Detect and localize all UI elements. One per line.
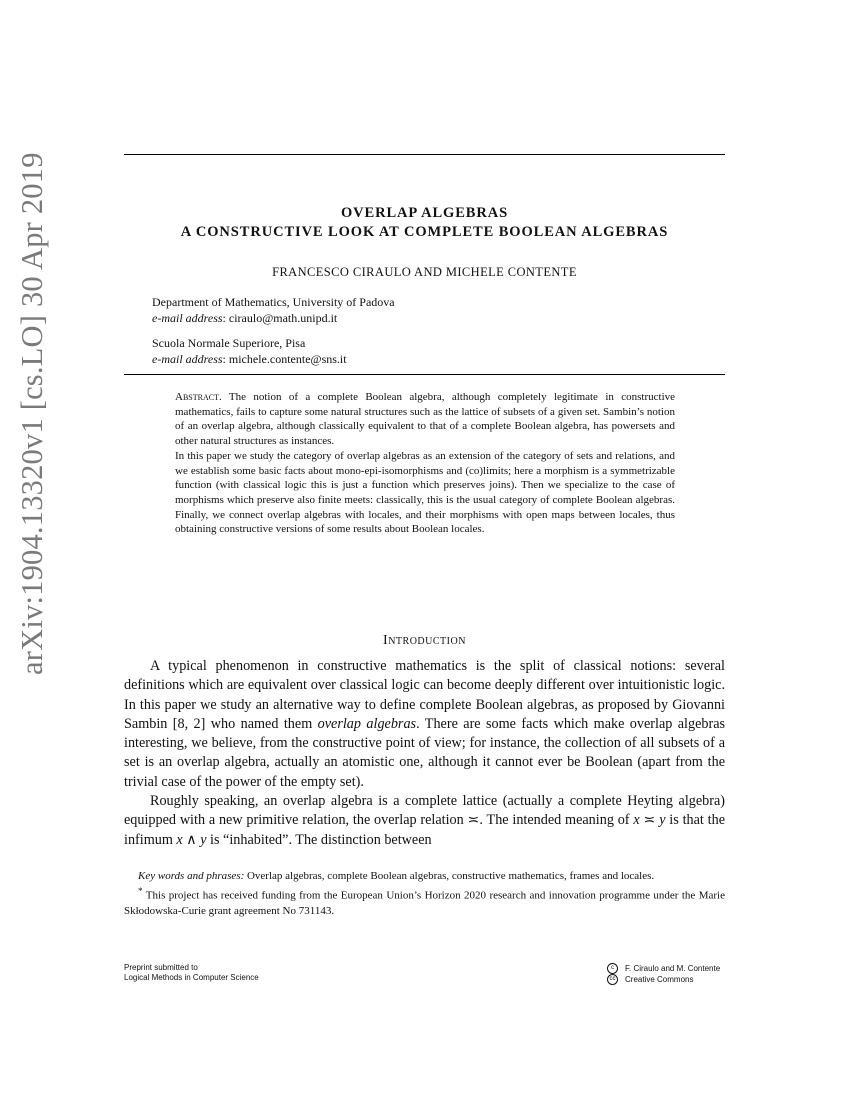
abstract bbox=[175, 390, 675, 537]
intro-paragraph-2 bbox=[124, 792, 725, 850]
email-address[interactable]: michele.contente@sns.it bbox=[228, 352, 347, 366]
math-var: x bbox=[633, 812, 640, 829]
math-symbol: ≍ bbox=[639, 812, 660, 829]
affiliation-institution: Department of Mathematics, University of Padova bbox=[152, 295, 395, 309]
math-var: y bbox=[659, 812, 666, 829]
abstract-text: The notion of a complete Boolean algebra, although completely legitimate in constructive mathematics, fails to capture some natural structures such as the lattice of subsets of a given set. Sambin’s notion of an overlap algebra, although classically equivalent to that of a complete Boolean algebra, has powersets and other natural structures as instances. bbox=[175, 391, 676, 448]
text-run: Roughly speaking, an overlap algebra is a complete lattice (actually a complete Heyting algebra) equipped with a new primitive relation, the overlap relation ≍. The intended meaning of bbox=[124, 793, 725, 829]
email-address[interactable]: ciraulo@math.unipd.it bbox=[228, 311, 338, 325]
keywords-footnote bbox=[124, 869, 725, 884]
abstract-paragraph-1 bbox=[175, 390, 675, 449]
text-run: A typical phenomenon in constructive mathematics is the split of classical notions: several definitions which are equivalent over classical logic can become deeply different over intuitionistic logic. In this paper we study an alternative way to define complete Boolean algebras, as proposed by Giovanni Sambin [8, 2] who named them bbox=[124, 658, 725, 732]
keywords-label: Key words and phrases: bbox=[138, 870, 245, 882]
email-label: e-mail address bbox=[152, 352, 223, 366]
email-label: e-mail address bbox=[152, 311, 223, 325]
intro-paragraph-1 bbox=[124, 657, 725, 792]
introduction-body bbox=[124, 657, 725, 850]
footer-copyright-row bbox=[607, 963, 720, 974]
footer-preprint-line: Preprint submitted to bbox=[124, 963, 198, 972]
affiliation-2 bbox=[152, 335, 347, 367]
funding-footnote bbox=[124, 884, 725, 919]
affiliation-email-row: e-mail address: ciraulo@math.unipd.it bbox=[152, 311, 338, 325]
text-run: is “inhabited”. The distinction between bbox=[206, 831, 432, 848]
footer-authors: F. Ciraulo and M. Contente bbox=[625, 963, 721, 973]
arxiv-sidebar-stamp: arXiv:1904.13320v1 [cs.LO] 30 Apr 2019 bbox=[15, 152, 49, 675]
footnote-mark: * bbox=[138, 886, 143, 896]
paper-title-line2: A CONSTRUCTIVE LOOK AT COMPLETE BOOLEAN ALGEBRAS bbox=[180, 224, 669, 240]
text-run: . There are some facts which make overlap algebras interesting, we believe, from the constructive point of view; for instance, the collection of all subsets of a set is an overlap algebra, actually an atomistic one, although it cannot ever be Boolean (apart from the trivial case of the power of the empty set). bbox=[124, 715, 726, 790]
footer-license-row bbox=[607, 974, 720, 985]
abstract-rule bbox=[124, 374, 725, 375]
affiliation-email-row: e-mail address: michele.contente@sns.it bbox=[152, 352, 347, 366]
footer-journal-name: Logical Methods in Computer Science bbox=[124, 973, 259, 982]
footnotes bbox=[124, 869, 725, 919]
math-expression: x ∧ y bbox=[176, 831, 207, 848]
affiliation-1 bbox=[152, 294, 395, 326]
footer-license: Creative Commons bbox=[625, 974, 694, 984]
affiliation-institution: Scuola Normale Superiore, Pisa bbox=[152, 336, 306, 350]
copyright-icon: c bbox=[607, 963, 618, 974]
header-rule bbox=[124, 154, 725, 155]
abstract-label: Abstract. bbox=[175, 391, 222, 403]
creative-commons-icon: cc bbox=[607, 974, 618, 985]
emphasis-term: overlap algebras bbox=[317, 715, 417, 732]
text-run: is that the infimum bbox=[124, 812, 725, 848]
abstract-paragraph-2: In this paper we study the category of overlap algebras as an extension of the category of sets and relations, and we establish some basic facts about mono-epi-isomorphisms and (co)limits; here a morphism is a symmetrizable function (with classical logic this is just a function which preserves joins). Then we specialize to the case of morphisms which preserve also finite meets: classically, this is the usual category of complete Boolean algebras. Finally, we connect overlap algebras with locales, and their morphisms with open maps between locales, thus obtaining constructive versions of some results about Boolean locales. bbox=[175, 449, 675, 536]
funding-text: This project has received funding from the European Union’s Horizon 2020 research and innovation programme under the Marie Skłodowska-Curie grant agreement No 731143. bbox=[124, 889, 725, 917]
paper-title-line1: OVERLAP ALGEBRAS bbox=[340, 205, 509, 221]
footer-license-info bbox=[607, 963, 720, 985]
footer-journal-info bbox=[124, 963, 259, 983]
section-heading-introduction: Introduction bbox=[383, 633, 466, 648]
paper-authors: FRANCESCO CIRAULO AND MICHELE CONTENTE bbox=[272, 265, 577, 279]
keywords-text: Overlap algebras, complete Boolean algebras, constructive mathematics, frames and locales. bbox=[246, 870, 655, 882]
